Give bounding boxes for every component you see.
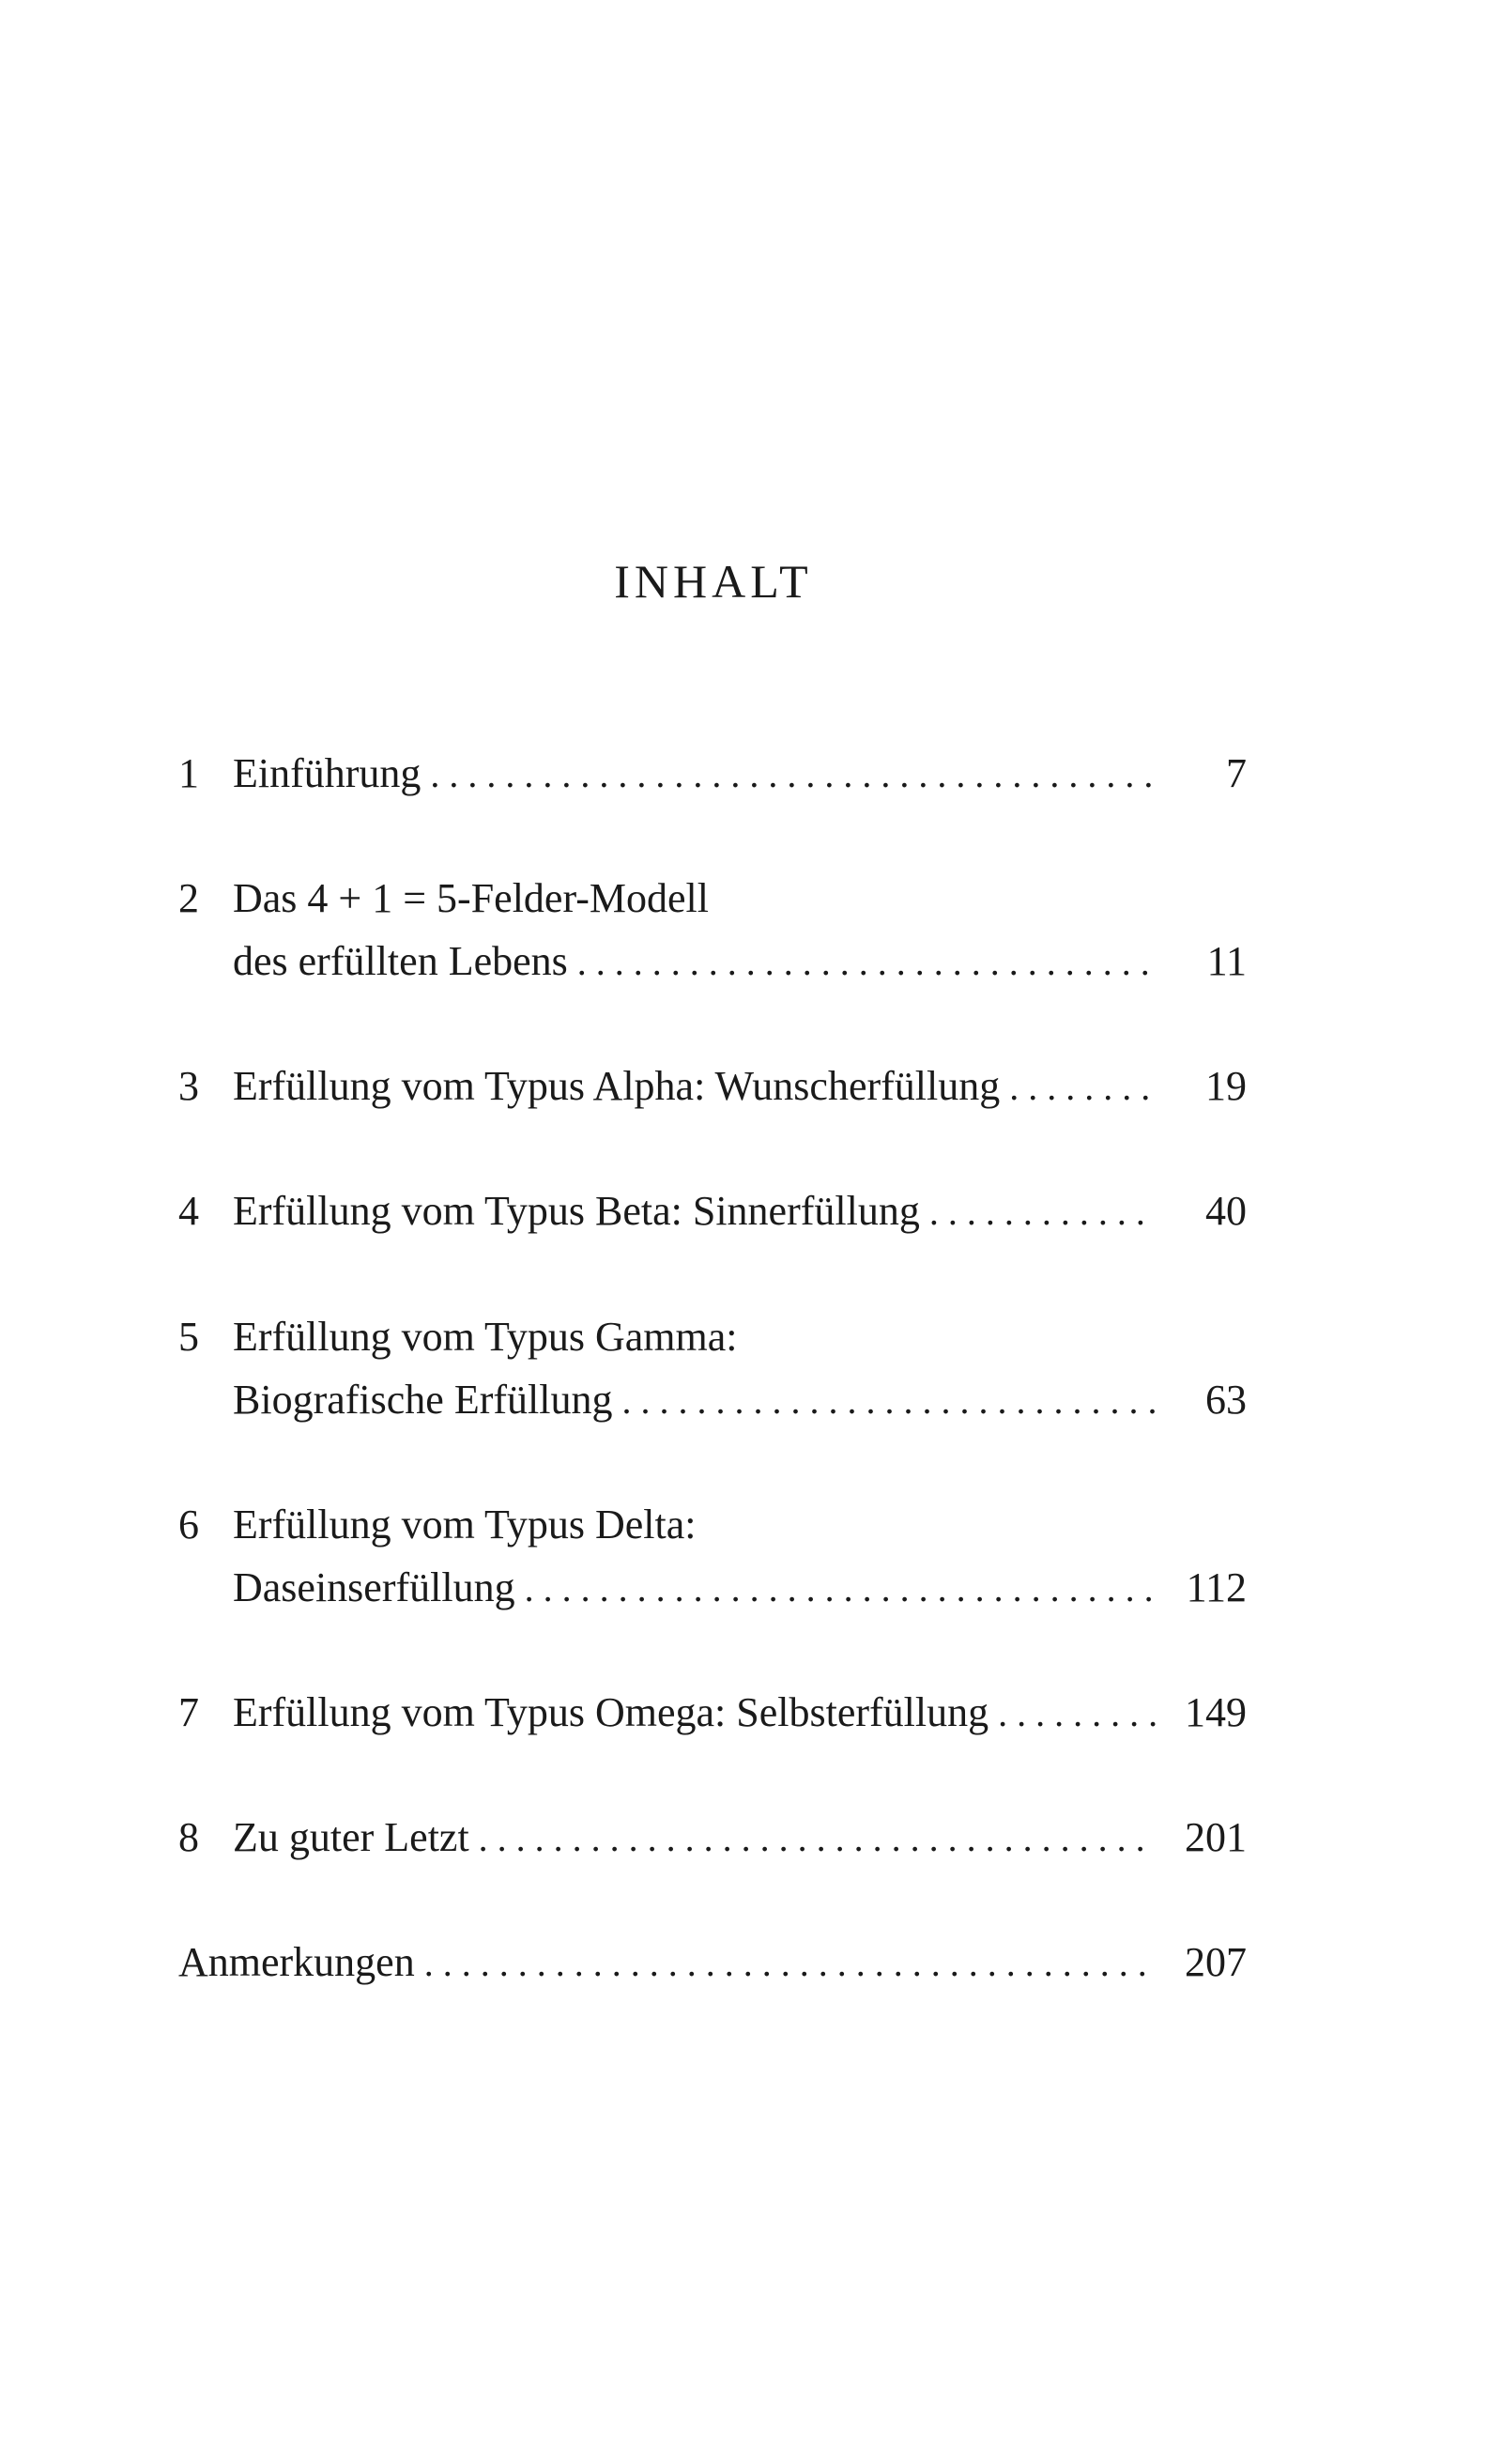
page-number: 112 — [1186, 1564, 1247, 1610]
chapter-title: Zu guter Letzt — [233, 1814, 469, 1860]
chapter-number: 1 — [178, 750, 199, 796]
toc-entry-2[interactable] — [178, 867, 1247, 993]
dot-leader — [577, 931, 1157, 993]
chapter-title: des erfüllten Lebens — [233, 938, 568, 984]
toc-entry-7[interactable] — [178, 1681, 1247, 1745]
chapter-number: 2 — [178, 875, 199, 921]
page-number: 19 — [1205, 1063, 1247, 1109]
section-title: Anmerkungen — [178, 1939, 415, 1985]
chapter-title: Erfüllung vom Typus Beta: Sinnerfüllung — [233, 1188, 920, 1234]
chapter-number: 8 — [178, 1814, 199, 1860]
dot-leader — [929, 1180, 1157, 1243]
chapter-title: Erfüllung vom Typus Alpha: Wunscherfüllung — [233, 1063, 1001, 1109]
chapter-number: 6 — [178, 1502, 199, 1548]
dot-leader — [998, 1682, 1157, 1745]
chapter-title-line: Das 4 + 1 = 5-Felder-Modell — [233, 875, 709, 921]
toc-entry-3[interactable] — [178, 1055, 1247, 1118]
page-number: 63 — [1205, 1377, 1247, 1423]
page-title: INHALT — [614, 555, 813, 608]
chapter-title: Erfüllung vom Typus Omega: Selbsterfüllung — [233, 1689, 989, 1735]
page-number: 149 — [1185, 1689, 1247, 1735]
dot-leader — [424, 1932, 1157, 1994]
toc-entry-notes[interactable] — [178, 1931, 1247, 1994]
chapter-number: 4 — [178, 1188, 199, 1234]
page-number: 201 — [1185, 1814, 1247, 1860]
page-number: 11 — [1206, 938, 1247, 984]
dot-leader — [525, 1557, 1157, 1620]
toc-entry-4[interactable] — [178, 1179, 1247, 1243]
chapter-title-line: Erfüllung vom Typus Gamma: — [233, 1314, 738, 1360]
dot-leader — [1009, 1055, 1157, 1118]
chapter-number: 3 — [178, 1063, 199, 1109]
toc-entry-5[interactable] — [178, 1305, 1247, 1432]
chapter-number: 7 — [178, 1689, 199, 1735]
page-number: 207 — [1185, 1939, 1247, 1985]
chapter-number: 5 — [178, 1314, 199, 1360]
chapter-title: Biografische Erfüllung — [233, 1377, 613, 1423]
dot-leader — [430, 743, 1157, 806]
chapter-title: Einführung — [233, 750, 421, 796]
toc-entry-6[interactable] — [178, 1493, 1247, 1620]
toc-entry-8[interactable] — [178, 1806, 1247, 1870]
chapter-title: Daseinserfüllung — [233, 1564, 515, 1610]
dot-leader — [479, 1807, 1157, 1870]
chapter-title-line: Erfüllung vom Typus Delta: — [233, 1502, 697, 1548]
dot-leader — [621, 1369, 1157, 1432]
toc-entry-1[interactable] — [178, 742, 1247, 806]
page-number: 7 — [1226, 750, 1247, 796]
page-number: 40 — [1205, 1188, 1247, 1234]
